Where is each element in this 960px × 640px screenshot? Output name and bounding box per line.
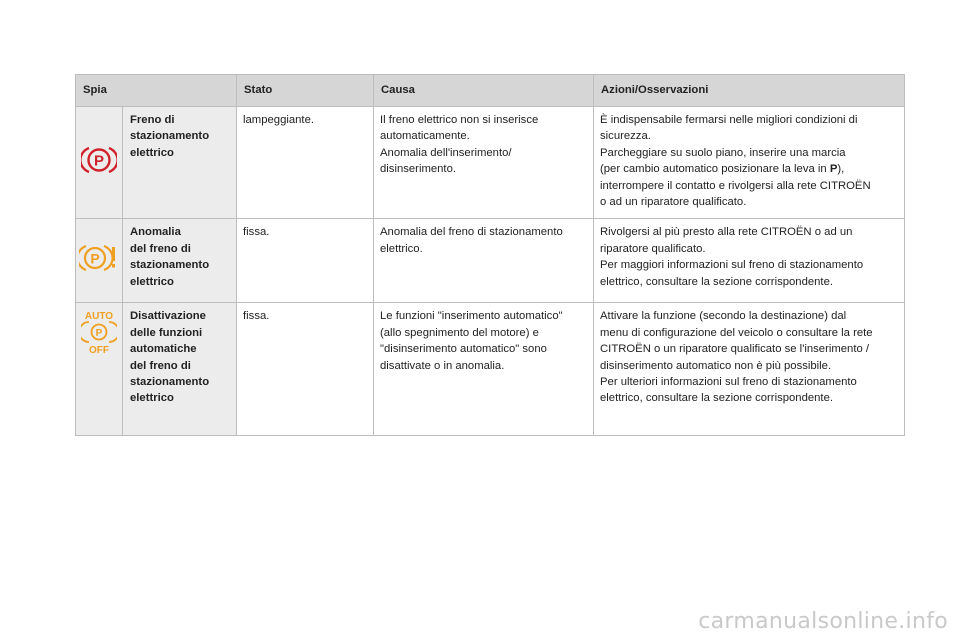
- auto-text: AUTO: [84, 311, 114, 323]
- action-line: elettrico, consultare la sezione corrispondente.: [600, 275, 833, 288]
- action-line: Per ulteriori informazioni sul freno di stazionamento: [600, 376, 857, 389]
- label-line: delle funzioni: [130, 326, 203, 339]
- label-line: Freno di: [130, 114, 175, 126]
- action-line: disinserimento automatico non è più possibile.: [600, 359, 832, 372]
- action-line: Per maggiori informazioni sul freno di stazionamento: [600, 259, 864, 272]
- off-text: OFF: [89, 345, 109, 356]
- table-header-row: [76, 75, 905, 107]
- action-line: sicurezza.: [600, 130, 651, 143]
- state-cell: fissa.: [237, 219, 374, 303]
- header-azioni: Azioni/Osservazioni: [594, 75, 905, 107]
- svg-text:P: P: [90, 250, 100, 267]
- row-label: [123, 219, 237, 303]
- icon-cell: [76, 107, 123, 219]
- cause-line: Le funzioni "inserimento automatico": [380, 310, 563, 323]
- action-line: È indispensabile fermarsi nelle migliori condizioni di: [600, 114, 858, 126]
- row-label: [123, 107, 237, 219]
- icon-cell: [76, 303, 123, 436]
- row-label: [123, 303, 237, 436]
- cause-line: automaticamente.: [380, 130, 470, 143]
- header-spia: Spia: [76, 75, 237, 107]
- label-line: del freno di: [130, 359, 191, 372]
- state-cell: fissa.: [237, 303, 374, 436]
- label-line: elettrico: [130, 275, 174, 288]
- action-line: o ad un riparatore qualificato.: [600, 196, 747, 209]
- cause-line: (allo spegnimento del motore) e: [380, 326, 539, 339]
- action-line: Parcheggiare su suolo piano, inserire una marcia: [600, 146, 846, 159]
- label-line: elettrico: [130, 392, 174, 405]
- action-cell: [594, 219, 905, 303]
- cause-cell: [374, 107, 594, 219]
- gear-p-letter: P: [829, 163, 838, 176]
- label-line: stazionamento: [130, 259, 210, 272]
- parking-brake-red-icon: [81, 145, 117, 175]
- action-line: riparatore qualificato.: [600, 242, 706, 255]
- cause-line: Anomalia del freno di stazionamento: [380, 226, 563, 239]
- action-line: interrompere il contatto e rivolgersi alla rete CITROËN: [600, 179, 871, 192]
- action-line-gear: [600, 161, 900, 177]
- label-line: del freno di: [130, 242, 191, 255]
- cause-line: Il freno elettrico non si inserisce: [380, 114, 539, 126]
- label-line: stazionamento: [130, 376, 210, 389]
- cause-cell: [374, 303, 594, 436]
- svg-text:P: P: [93, 152, 105, 170]
- label-line: automatiche: [130, 343, 197, 356]
- watermark: carmanualsonline.info: [698, 609, 948, 634]
- cause-line: disinserimento.: [380, 163, 456, 176]
- action-text: ),: [837, 163, 845, 176]
- parking-brake-fault-icon: [79, 243, 119, 273]
- label-line: elettrico: [130, 146, 174, 159]
- icon-cell: [76, 219, 123, 303]
- label-line: Anomalia: [130, 226, 181, 239]
- label-line: stazionamento: [130, 130, 210, 143]
- label-line: Disattivazione: [130, 310, 206, 323]
- action-cell: [594, 107, 905, 219]
- action-line: CITROËN o un riparatore qualificato se l'inserimento /: [600, 343, 870, 356]
- cause-line: elettrico.: [380, 242, 423, 255]
- action-text: (per cambio automatico posizionare la leva in: [600, 163, 830, 176]
- table-row: [76, 219, 905, 303]
- cause-line: disattivate o in anomalia.: [380, 359, 505, 372]
- action-line: Rivolgersi al più presto alla rete CITROËN o ad un: [600, 226, 853, 239]
- action-line: menu di configurazione del veicolo o consultare la rete: [600, 326, 873, 339]
- auto-off-parking-brake-icon: [81, 309, 117, 355]
- state-cell: lampeggiante.: [237, 107, 374, 219]
- cause-line: Anomalia dell'inserimento/: [380, 146, 512, 159]
- header-causa: Causa: [374, 75, 594, 107]
- warning-lights-table: [75, 74, 905, 436]
- header-stato: Stato: [237, 75, 374, 107]
- action-cell: [594, 303, 905, 436]
- table-row: [76, 107, 905, 219]
- action-line: elettrico, consultare la sezione corrispondente.: [600, 392, 833, 405]
- table-row: [76, 303, 905, 436]
- action-line: Attivare la funzione (secondo la destinazione) dal: [600, 310, 847, 323]
- cause-cell: [374, 219, 594, 303]
- cause-line: "disinserimento automatico" sono: [380, 343, 547, 356]
- svg-text:P: P: [95, 328, 103, 340]
